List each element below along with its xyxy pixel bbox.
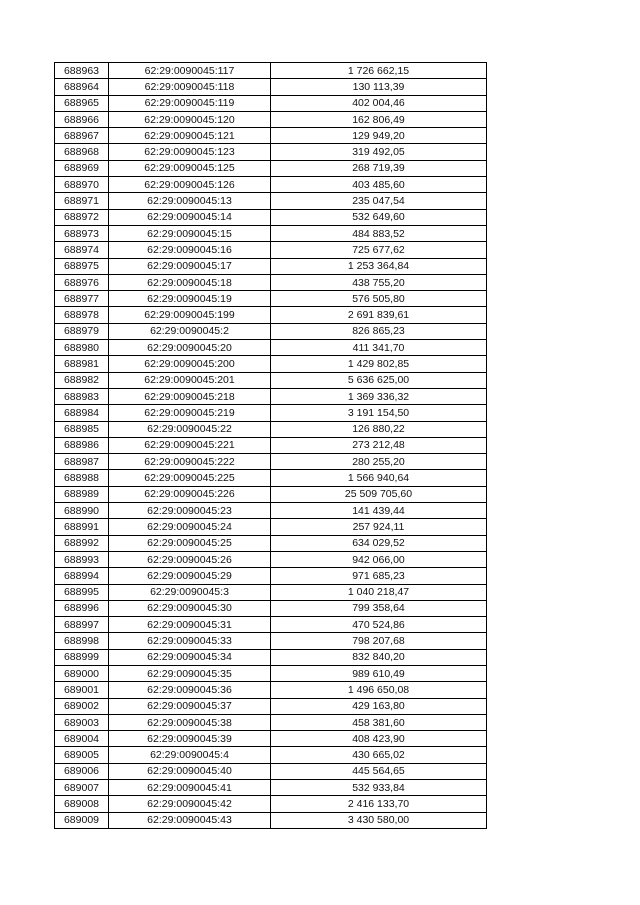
row-number-cell: 689007 bbox=[55, 780, 109, 796]
value-cell: 268 719,39 bbox=[271, 160, 487, 176]
row-number-cell: 688965 bbox=[55, 95, 109, 111]
table-row bbox=[55, 568, 487, 584]
row-number-cell: 688977 bbox=[55, 291, 109, 307]
row-number-cell: 688983 bbox=[55, 388, 109, 404]
value-cell: 130 113,39 bbox=[271, 79, 487, 95]
table-row bbox=[55, 747, 487, 763]
row-number-cell: 688963 bbox=[55, 63, 109, 79]
cadastral-number-cell: 62:29:0090045:30 bbox=[109, 600, 271, 616]
value-cell: 1 726 662,15 bbox=[271, 63, 487, 79]
cadastral-number-cell: 62:29:0090045:201 bbox=[109, 372, 271, 388]
row-number-cell: 688984 bbox=[55, 405, 109, 421]
table-row bbox=[55, 551, 487, 567]
value-cell: 2 691 839,61 bbox=[271, 307, 487, 323]
table-row bbox=[55, 356, 487, 372]
value-cell: 971 685,23 bbox=[271, 568, 487, 584]
table-row bbox=[55, 665, 487, 681]
row-number-cell: 688988 bbox=[55, 470, 109, 486]
value-cell: 129 949,20 bbox=[271, 128, 487, 144]
value-cell: 402 004,46 bbox=[271, 95, 487, 111]
cadastral-number-cell: 62:29:0090045:41 bbox=[109, 780, 271, 796]
value-cell: 273 212,48 bbox=[271, 437, 487, 453]
table-row bbox=[55, 323, 487, 339]
row-number-cell: 688968 bbox=[55, 144, 109, 160]
cadastral-number-cell: 62:29:0090045:23 bbox=[109, 503, 271, 519]
value-cell: 141 439,44 bbox=[271, 503, 487, 519]
cadastral-number-cell: 62:29:0090045:218 bbox=[109, 388, 271, 404]
cadastral-number-cell: 62:29:0090045:29 bbox=[109, 568, 271, 584]
value-cell: 411 341,70 bbox=[271, 340, 487, 356]
cadastral-number-cell: 62:29:0090045:37 bbox=[109, 698, 271, 714]
cadastral-number-cell: 62:29:0090045:16 bbox=[109, 242, 271, 258]
cadastral-number-cell: 62:29:0090045:35 bbox=[109, 665, 271, 681]
row-number-cell: 688969 bbox=[55, 160, 109, 176]
row-number-cell: 688967 bbox=[55, 128, 109, 144]
table-row bbox=[55, 128, 487, 144]
row-number-cell: 688966 bbox=[55, 111, 109, 127]
table-row bbox=[55, 79, 487, 95]
row-number-cell: 688987 bbox=[55, 454, 109, 470]
table-row bbox=[55, 307, 487, 323]
cadastral-number-cell: 62:29:0090045:123 bbox=[109, 144, 271, 160]
table-row bbox=[55, 95, 487, 111]
row-number-cell: 688970 bbox=[55, 177, 109, 193]
value-cell: 532 649,60 bbox=[271, 209, 487, 225]
row-number-cell: 688991 bbox=[55, 519, 109, 535]
row-number-cell: 689006 bbox=[55, 763, 109, 779]
value-cell: 989 610,49 bbox=[271, 665, 487, 681]
cadastral-number-cell: 62:29:0090045:121 bbox=[109, 128, 271, 144]
value-cell: 1 369 336,32 bbox=[271, 388, 487, 404]
row-number-cell: 688978 bbox=[55, 307, 109, 323]
cadastral-number-cell: 62:29:0090045:17 bbox=[109, 258, 271, 274]
value-cell: 25 509 705,60 bbox=[271, 486, 487, 502]
row-number-cell: 689004 bbox=[55, 731, 109, 747]
cadastral-number-cell: 62:29:0090045:219 bbox=[109, 405, 271, 421]
row-number-cell: 688976 bbox=[55, 274, 109, 290]
cadastral-number-cell: 62:29:0090045:126 bbox=[109, 177, 271, 193]
table-row bbox=[55, 617, 487, 633]
table-row bbox=[55, 649, 487, 665]
cadastral-number-cell: 62:29:0090045:226 bbox=[109, 486, 271, 502]
value-cell: 126 880,22 bbox=[271, 421, 487, 437]
table-row bbox=[55, 209, 487, 225]
cadastral-number-cell: 62:29:0090045:2 bbox=[109, 323, 271, 339]
value-cell: 942 066,00 bbox=[271, 551, 487, 567]
value-cell: 257 924,11 bbox=[271, 519, 487, 535]
row-number-cell: 688981 bbox=[55, 356, 109, 372]
cadastral-number-cell: 62:29:0090045:125 bbox=[109, 160, 271, 176]
cadastral-number-cell: 62:29:0090045:13 bbox=[109, 193, 271, 209]
cadastral-number-cell: 62:29:0090045:221 bbox=[109, 437, 271, 453]
value-cell: 408 423,90 bbox=[271, 731, 487, 747]
table-row bbox=[55, 698, 487, 714]
cadastral-number-cell: 62:29:0090045:42 bbox=[109, 796, 271, 812]
row-number-cell: 688994 bbox=[55, 568, 109, 584]
cadastral-number-cell: 62:29:0090045:25 bbox=[109, 535, 271, 551]
value-cell: 576 505,80 bbox=[271, 291, 487, 307]
cadastral-number-cell: 62:29:0090045:19 bbox=[109, 291, 271, 307]
value-cell: 5 636 625,00 bbox=[271, 372, 487, 388]
row-number-cell: 688971 bbox=[55, 193, 109, 209]
value-cell: 162 806,49 bbox=[271, 111, 487, 127]
row-number-cell: 689001 bbox=[55, 682, 109, 698]
table-row bbox=[55, 796, 487, 812]
cadastral-number-cell: 62:29:0090045:119 bbox=[109, 95, 271, 111]
value-cell: 319 492,05 bbox=[271, 144, 487, 160]
value-cell: 1 429 802,85 bbox=[271, 356, 487, 372]
cadastral-number-cell: 62:29:0090045:14 bbox=[109, 209, 271, 225]
cadastral-number-cell: 62:29:0090045:199 bbox=[109, 307, 271, 323]
value-cell: 2 416 133,70 bbox=[271, 796, 487, 812]
table-row bbox=[55, 763, 487, 779]
table-row bbox=[55, 144, 487, 160]
table-body bbox=[55, 63, 487, 829]
value-cell: 458 381,60 bbox=[271, 714, 487, 730]
row-number-cell: 688986 bbox=[55, 437, 109, 453]
row-number-cell: 688993 bbox=[55, 551, 109, 567]
row-number-cell: 689003 bbox=[55, 714, 109, 730]
value-cell: 1 496 650,08 bbox=[271, 682, 487, 698]
value-cell: 429 163,80 bbox=[271, 698, 487, 714]
cadastral-number-cell: 62:29:0090045:120 bbox=[109, 111, 271, 127]
row-number-cell: 688972 bbox=[55, 209, 109, 225]
row-number-cell: 688974 bbox=[55, 242, 109, 258]
value-cell: 1 566 940,64 bbox=[271, 470, 487, 486]
cadastral-number-cell: 62:29:0090045:225 bbox=[109, 470, 271, 486]
table-row bbox=[55, 486, 487, 502]
cadastral-number-cell: 62:29:0090045:117 bbox=[109, 63, 271, 79]
row-number-cell: 688985 bbox=[55, 421, 109, 437]
row-number-cell: 688990 bbox=[55, 503, 109, 519]
cadastral-number-cell: 62:29:0090045:33 bbox=[109, 633, 271, 649]
row-number-cell: 688997 bbox=[55, 617, 109, 633]
value-cell: 403 485,60 bbox=[271, 177, 487, 193]
cadastral-number-cell: 62:29:0090045:18 bbox=[109, 274, 271, 290]
cadastral-number-cell: 62:29:0090045:36 bbox=[109, 682, 271, 698]
table-row bbox=[55, 193, 487, 209]
table-row bbox=[55, 633, 487, 649]
table-row bbox=[55, 780, 487, 796]
cadastral-number-cell: 62:29:0090045:31 bbox=[109, 617, 271, 633]
value-cell: 430 665,02 bbox=[271, 747, 487, 763]
row-number-cell: 689005 bbox=[55, 747, 109, 763]
table-row bbox=[55, 291, 487, 307]
table-row bbox=[55, 111, 487, 127]
row-number-cell: 688999 bbox=[55, 649, 109, 665]
cadastral-value-table bbox=[54, 62, 487, 829]
value-cell: 235 047,54 bbox=[271, 193, 487, 209]
table-row bbox=[55, 812, 487, 828]
value-cell: 826 865,23 bbox=[271, 323, 487, 339]
value-cell: 280 255,20 bbox=[271, 454, 487, 470]
row-number-cell: 689008 bbox=[55, 796, 109, 812]
row-number-cell: 689000 bbox=[55, 665, 109, 681]
table-row bbox=[55, 225, 487, 241]
cadastral-number-cell: 62:29:0090045:222 bbox=[109, 454, 271, 470]
row-number-cell: 688998 bbox=[55, 633, 109, 649]
value-cell: 1 040 218,47 bbox=[271, 584, 487, 600]
value-cell: 3 191 154,50 bbox=[271, 405, 487, 421]
table-row bbox=[55, 731, 487, 747]
row-number-cell: 688980 bbox=[55, 340, 109, 356]
cadastral-number-cell: 62:29:0090045:43 bbox=[109, 812, 271, 828]
value-cell: 3 430 580,00 bbox=[271, 812, 487, 828]
cadastral-number-cell: 62:29:0090045:39 bbox=[109, 731, 271, 747]
table-row bbox=[55, 519, 487, 535]
value-cell: 532 933,84 bbox=[271, 780, 487, 796]
cadastral-number-cell: 62:29:0090045:118 bbox=[109, 79, 271, 95]
row-number-cell: 688964 bbox=[55, 79, 109, 95]
table-row bbox=[55, 714, 487, 730]
row-number-cell: 689002 bbox=[55, 698, 109, 714]
table-row bbox=[55, 584, 487, 600]
table-row bbox=[55, 160, 487, 176]
value-cell: 445 564,65 bbox=[271, 763, 487, 779]
row-number-cell: 688973 bbox=[55, 225, 109, 241]
row-number-cell: 688975 bbox=[55, 258, 109, 274]
value-cell: 832 840,20 bbox=[271, 649, 487, 665]
cadastral-number-cell: 62:29:0090045:34 bbox=[109, 649, 271, 665]
table-row bbox=[55, 405, 487, 421]
table-row bbox=[55, 600, 487, 616]
table-row bbox=[55, 63, 487, 79]
row-number-cell: 688989 bbox=[55, 486, 109, 502]
row-number-cell: 688995 bbox=[55, 584, 109, 600]
table-row bbox=[55, 535, 487, 551]
row-number-cell: 688992 bbox=[55, 535, 109, 551]
table-row bbox=[55, 421, 487, 437]
cadastral-number-cell: 62:29:0090045:24 bbox=[109, 519, 271, 535]
table-row bbox=[55, 503, 487, 519]
row-number-cell: 688982 bbox=[55, 372, 109, 388]
table-row bbox=[55, 258, 487, 274]
cadastral-number-cell: 62:29:0090045:38 bbox=[109, 714, 271, 730]
table-row bbox=[55, 454, 487, 470]
table-row bbox=[55, 437, 487, 453]
value-cell: 484 883,52 bbox=[271, 225, 487, 241]
table-row bbox=[55, 388, 487, 404]
value-cell: 438 755,20 bbox=[271, 274, 487, 290]
cadastral-number-cell: 62:29:0090045:26 bbox=[109, 551, 271, 567]
row-number-cell: 688996 bbox=[55, 600, 109, 616]
cadastral-number-cell: 62:29:0090045:200 bbox=[109, 356, 271, 372]
table-row bbox=[55, 340, 487, 356]
cadastral-number-cell: 62:29:0090045:40 bbox=[109, 763, 271, 779]
cadastral-number-cell: 62:29:0090045:3 bbox=[109, 584, 271, 600]
cadastral-number-cell: 62:29:0090045:20 bbox=[109, 340, 271, 356]
value-cell: 725 677,62 bbox=[271, 242, 487, 258]
table-row bbox=[55, 177, 487, 193]
table-row bbox=[55, 274, 487, 290]
value-cell: 634 029,52 bbox=[271, 535, 487, 551]
table-row bbox=[55, 242, 487, 258]
value-cell: 470 524,86 bbox=[271, 617, 487, 633]
row-number-cell: 688979 bbox=[55, 323, 109, 339]
table-row bbox=[55, 470, 487, 486]
value-cell: 799 358,64 bbox=[271, 600, 487, 616]
value-cell: 798 207,68 bbox=[271, 633, 487, 649]
cadastral-number-cell: 62:29:0090045:15 bbox=[109, 225, 271, 241]
table-row bbox=[55, 682, 487, 698]
table-row bbox=[55, 372, 487, 388]
value-cell: 1 253 364,84 bbox=[271, 258, 487, 274]
row-number-cell: 689009 bbox=[55, 812, 109, 828]
cadastral-number-cell: 62:29:0090045:22 bbox=[109, 421, 271, 437]
cadastral-number-cell: 62:29:0090045:4 bbox=[109, 747, 271, 763]
